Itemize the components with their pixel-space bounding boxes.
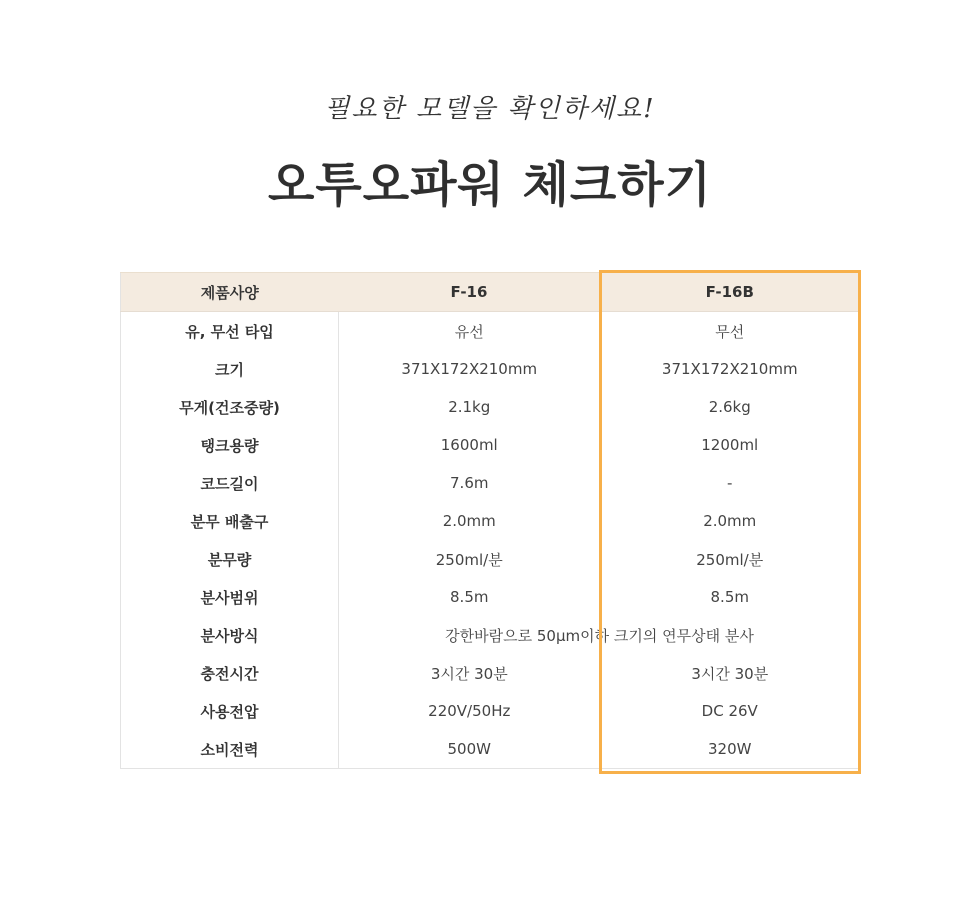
- cell-f16b: -: [600, 464, 861, 502]
- column-header-spec: 제품사양: [121, 273, 339, 312]
- table-row: [121, 540, 861, 578]
- cell-f16: 7.6m: [450, 474, 489, 492]
- cell-f16b: DC 26V: [600, 692, 861, 730]
- table-row: [121, 654, 861, 692]
- row-label: 크기: [121, 350, 339, 388]
- table-row: [121, 502, 861, 540]
- row-label: 소비전력: [121, 730, 339, 769]
- cell-f16b: 320W: [600, 730, 861, 769]
- row-label: 분사방식: [121, 616, 339, 654]
- cell-f16: 371X172X210mm: [401, 360, 538, 378]
- table-row: [121, 350, 861, 388]
- table-row: [121, 312, 861, 351]
- row-label: 사용전압: [121, 692, 339, 730]
- cell-f16: 1600ml: [440, 436, 498, 454]
- cell-f16b: 371X172X210mm: [600, 350, 861, 388]
- table-row: [121, 426, 861, 464]
- cell-f16b: 2.0mm: [600, 502, 861, 540]
- table-row: [121, 730, 861, 769]
- cell-f16: 3시간 30분: [430, 664, 508, 683]
- spec-comparison-table: [120, 272, 861, 769]
- cell-f16: 2.0mm: [442, 512, 496, 530]
- cell-f16: 2.1kg: [448, 398, 491, 416]
- column-header-f16b: F-16B: [600, 273, 861, 312]
- cell-f16b: 무선: [600, 312, 861, 351]
- cell-f16b: 3시간 30분: [600, 654, 861, 692]
- column-header-f16: F-16: [339, 273, 600, 312]
- table-row: [121, 388, 861, 426]
- cell-f16: 유선: [454, 322, 484, 341]
- row-label: 유, 무선 타입: [121, 312, 339, 351]
- row-label: 충전시간: [121, 654, 339, 692]
- row-label: 분무량: [121, 540, 339, 578]
- page-subtitle: 필요한 모델을 확인하세요!: [324, 94, 656, 124]
- table-header-row: [121, 273, 861, 312]
- cell-f16: 250ml/분: [435, 550, 503, 569]
- cell-f16: 500W: [339, 730, 600, 769]
- row-label: 분사범위: [121, 578, 339, 616]
- row-label: 분무 배출구: [121, 502, 339, 540]
- row-label: 코드길이: [121, 464, 339, 502]
- cell-f16b: 8.5m: [600, 578, 861, 616]
- cell-f16b: 1200ml: [600, 426, 861, 464]
- cell-f16b: 250ml/분: [600, 540, 861, 578]
- page-title: 오투오파워 체크하기: [267, 157, 713, 213]
- cell-f16: 220V/50Hz: [428, 702, 511, 720]
- row-label: 무게(건조중량): [121, 388, 339, 426]
- row-label: 탱크용량: [121, 426, 339, 464]
- table-row: [121, 692, 861, 730]
- cell-merged: 강한바람으로 50μm이하 크기의 연무상태 분사: [339, 616, 861, 654]
- table-row: [121, 616, 861, 654]
- table-row: [121, 464, 861, 502]
- table-row: [121, 578, 861, 616]
- cell-f16: 8.5m: [450, 588, 489, 606]
- cell-f16b: 2.6kg: [600, 388, 861, 426]
